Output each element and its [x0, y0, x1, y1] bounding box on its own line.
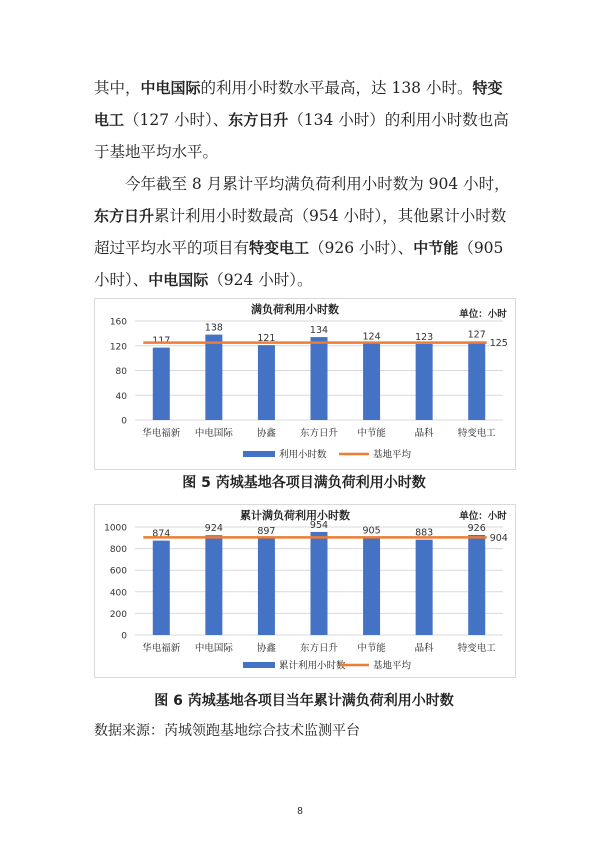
bar	[258, 538, 275, 635]
bar	[363, 343, 380, 420]
legend-label-average: 基地平均	[373, 660, 412, 672]
bar-value-label: 123	[415, 331, 434, 343]
y-tick-label: 0	[121, 416, 127, 427]
bar	[153, 541, 170, 635]
text-run: 的利用小时数水平最高，达 138 小时。	[200, 79, 473, 97]
bar	[416, 344, 433, 420]
bar-value-label: 924	[204, 523, 223, 535]
paragraph-2	[94, 168, 514, 296]
x-tick-label: 中节能	[357, 428, 386, 439]
x-tick-label: 东方日升	[299, 643, 339, 654]
text-run: （905 小时）、	[94, 239, 504, 289]
legend-label-bars: 累计利用小时数	[279, 660, 346, 672]
bold-run: 特变电工	[94, 79, 503, 129]
bar-value-label: 138	[204, 322, 223, 334]
y-tick-label: 600	[109, 566, 127, 577]
text-run: （134 小时）的利用小时数也高于基地平均水平。	[94, 111, 509, 161]
bar-value-label: 926	[467, 522, 486, 534]
figure-6-caption: 图 6 芮城基地各项目当年累计满负荷利用小时数	[154, 693, 454, 709]
bar	[153, 348, 170, 420]
chart-2-svg	[95, 505, 515, 677]
bar-value-label: 954	[309, 519, 329, 531]
x-tick-label: 协鑫	[256, 428, 276, 439]
average-value-label: 904	[489, 532, 508, 544]
bar-value-label: 127	[467, 329, 486, 341]
y-tick-label: 40	[115, 391, 127, 402]
y-tick-label: 1000	[104, 523, 127, 534]
bar-value-label: 134	[309, 325, 329, 337]
x-tick-label: 中电国际	[194, 428, 233, 439]
y-tick-label: 800	[109, 545, 127, 556]
unit-label: 单位：小时	[459, 511, 507, 522]
text-run: 今年截至 8 月累计平均满负荷利用小时数为 904 小时，	[125, 175, 510, 193]
bar-value-label: 897	[257, 526, 276, 538]
bold-run: 中电国际	[140, 79, 201, 97]
chart-cumulative-hours	[94, 504, 516, 678]
data-source: 数据来源：芮城领跑基地综合技术监测平台	[94, 723, 360, 739]
legend-swatch-bars	[243, 451, 275, 457]
bar	[311, 337, 328, 420]
bar-value-label: 117	[152, 335, 171, 347]
unit-label: 单位：小时	[459, 309, 507, 320]
bar-value-label: 905	[362, 525, 381, 537]
bar	[468, 535, 485, 635]
chart-full-load-hours	[94, 298, 516, 470]
chart-1-svg	[95, 299, 515, 469]
legend-label-average: 基地平均	[373, 449, 412, 461]
bar-value-label: 121	[257, 333, 276, 345]
bold-run: 特变电工	[249, 239, 310, 257]
x-tick-label: 东方日升	[299, 428, 339, 439]
bold-run: 东方日升	[94, 207, 155, 225]
text-run: （127 小时）、	[124, 111, 229, 129]
text-run: 累计利用小时数最高（954 小时），其他累计小时数超过平均水平的项目有	[94, 207, 507, 257]
y-tick-label: 120	[109, 342, 127, 353]
bar-value-label: 883	[415, 527, 434, 539]
x-tick-label: 华电福新	[142, 643, 181, 654]
x-tick-label: 晶科	[414, 643, 434, 654]
bold-run: 东方日升	[228, 111, 289, 129]
bold-run: 中节能	[413, 239, 459, 257]
x-tick-label: 中节能	[357, 643, 386, 654]
text-run: （924 小时）。	[208, 271, 313, 289]
bold-run: 中电国际	[148, 271, 209, 289]
x-tick-label: 中电国际	[194, 643, 233, 654]
page-number: 8	[297, 806, 303, 817]
bar	[416, 540, 433, 635]
average-value-label: 125	[489, 338, 508, 350]
bar-value-label: 124	[362, 331, 381, 343]
x-tick-label: 华电福新	[142, 428, 181, 439]
legend-label-bars: 利用小时数	[279, 449, 327, 461]
bar-value-label: 874	[152, 528, 171, 540]
x-tick-label: 协鑫	[256, 643, 276, 654]
paragraph-1	[94, 72, 514, 168]
chart-title: 满负荷利用小时数	[251, 303, 339, 316]
y-tick-label: 80	[115, 367, 127, 377]
figure-5-caption: 图 5 芮城基地各项目满负荷利用小时数	[182, 475, 426, 491]
bar	[258, 345, 275, 420]
bar	[205, 335, 222, 420]
x-tick-label: 晶科	[414, 428, 434, 439]
bar	[205, 535, 222, 635]
bar	[311, 532, 328, 635]
legend-swatch-bars	[243, 662, 275, 668]
text-run: 其中，	[94, 79, 141, 97]
x-tick-label: 特变电工	[457, 428, 496, 439]
chart-title: 累计满负荷利用小时数	[240, 509, 350, 522]
y-tick-label: 200	[109, 609, 127, 620]
bar	[468, 341, 485, 420]
text-run: （926 小时）、	[309, 239, 414, 257]
y-tick-label: 0	[121, 631, 127, 642]
y-tick-label: 400	[109, 588, 127, 599]
bar	[363, 537, 380, 635]
y-tick-label: 160	[109, 317, 127, 328]
x-tick-label: 特变电工	[457, 643, 496, 654]
